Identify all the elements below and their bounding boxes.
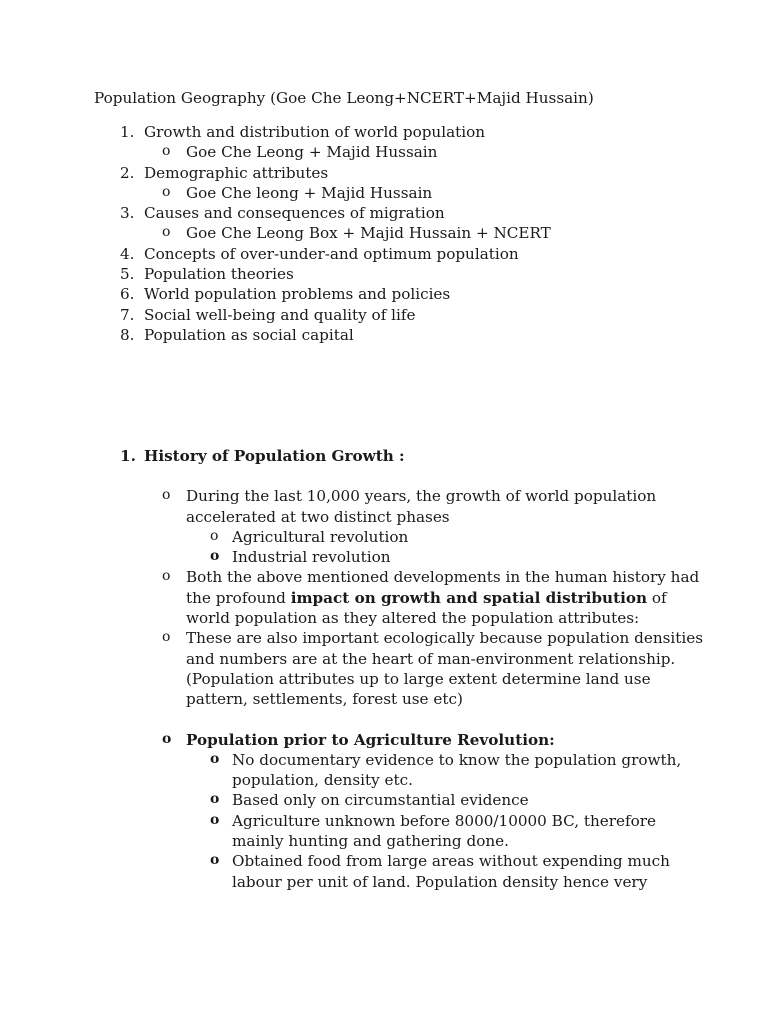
paragraph-text: During the last 10,000 years, the growth of world population accelerated at two distinct phases xyxy=(186,487,657,526)
list-item xyxy=(94,244,734,264)
sub-paragraph-item xyxy=(94,790,734,810)
topic-list xyxy=(94,122,734,345)
hollow-bullet-icon: o xyxy=(162,224,171,241)
sub-paragraph-text: Industrial revolution xyxy=(232,548,391,567)
list-item xyxy=(94,122,734,142)
list-item xyxy=(94,305,734,325)
sub-paragraph-item xyxy=(94,851,734,892)
hollow-bullet-icon: o xyxy=(162,143,171,160)
hollow-bullet-icon: o xyxy=(162,183,171,200)
list-item-text: Social well-being and quality of life xyxy=(144,305,416,324)
list-item-text: Causes and consequences of migration xyxy=(144,204,445,223)
list-item xyxy=(94,264,734,284)
document-title: Population Geography (Goe Che Leong+NCERT+Majid Hussain) xyxy=(94,89,594,107)
list-item-text: Growth and distribution of world population xyxy=(144,123,486,141)
section-heading-text: History of Population Growth : xyxy=(144,447,405,465)
list-item-text: Population as social capital xyxy=(144,325,354,344)
sub-paragraph-text: Agriculture unknown before 8000/10000 BC, therefore mainly hunting and gathering done. xyxy=(232,811,656,851)
sub-paragraph-text: Agricultural revolution xyxy=(232,527,409,546)
list-item xyxy=(94,325,734,345)
list-item-text: World population problems and policies xyxy=(144,285,451,304)
sub-paragraph-text: No documentary evidence to know the population growth, population, density etc. xyxy=(232,750,682,790)
hollow-bullet-icon: o xyxy=(210,750,220,767)
list-number: 7. xyxy=(120,305,135,324)
list-item xyxy=(94,203,734,223)
sub-list-item xyxy=(94,223,734,243)
list-number: 3. xyxy=(120,204,135,223)
hollow-bullet-icon: o xyxy=(162,629,171,646)
hollow-bullet-icon: o xyxy=(210,527,219,544)
hollow-bullet-icon: o xyxy=(210,852,220,869)
list-number: 6. xyxy=(120,285,135,304)
list-item-text: Demographic attributes xyxy=(144,163,329,182)
subheading-text: Population prior to Agriculture Revolution: xyxy=(186,730,555,749)
list-item-text: Concepts of over-under-and optimum population xyxy=(144,244,519,263)
list-number: 1. xyxy=(120,123,135,141)
sub-paragraph-item xyxy=(94,811,734,852)
list-item-text: Population theories xyxy=(144,265,294,284)
sub-list-item-text: Goe Che leong + Majid Hussain xyxy=(186,183,433,202)
hollow-bullet-icon: o xyxy=(210,791,220,808)
sub-list-item xyxy=(94,183,734,203)
paragraph-text-continued: of world population as they altered the population attributes: xyxy=(186,588,667,628)
subheading-item xyxy=(94,730,734,750)
sub-paragraph-text: Based only on circumstantial evidence xyxy=(232,791,529,810)
sub-paragraph-item xyxy=(94,527,734,547)
paragraph-text: Both the above mentioned developments in the human history had the profound xyxy=(186,568,700,607)
list-number: 4. xyxy=(120,244,135,263)
list-number: 5. xyxy=(120,265,135,284)
paragraph-item xyxy=(94,628,734,709)
section-heading xyxy=(94,446,734,466)
list-item xyxy=(94,163,734,183)
sub-list-item xyxy=(94,142,734,162)
sub-list-item-text: Goe Che Leong Box + Majid Hussain + NCERT xyxy=(186,224,551,243)
paragraph-text: These are also important ecologically because population densities and numbers are at the heart of man-environment relationship. (Population attributes up to large extent determine land use pattern, settlements, forest use etc) xyxy=(186,629,704,709)
hollow-bullet-icon: o xyxy=(162,487,171,504)
paragraph-item xyxy=(94,567,734,628)
paragraph-item xyxy=(94,486,734,527)
list-number: 2. xyxy=(120,163,135,182)
hollow-bullet-icon: o xyxy=(162,730,172,747)
sub-paragraph-item xyxy=(94,547,734,567)
emphasis-text: impact on growth and spatial distribution xyxy=(290,588,648,607)
sub-list-item-text: Goe Che Leong + Majid Hussain xyxy=(186,143,438,162)
list-number: 8. xyxy=(120,325,135,344)
hollow-bullet-icon: o xyxy=(162,568,171,585)
section-history-of-population-growth xyxy=(94,446,734,892)
section-number: 1. xyxy=(120,447,136,465)
list-item xyxy=(94,284,734,304)
hollow-bullet-icon: o xyxy=(210,811,220,828)
hollow-bullet-icon: o xyxy=(210,548,220,565)
sub-paragraph-text: Obtained food from large areas without expending much labour per unit of land. Population density hence very xyxy=(232,852,670,891)
sub-paragraph-item xyxy=(94,750,734,791)
